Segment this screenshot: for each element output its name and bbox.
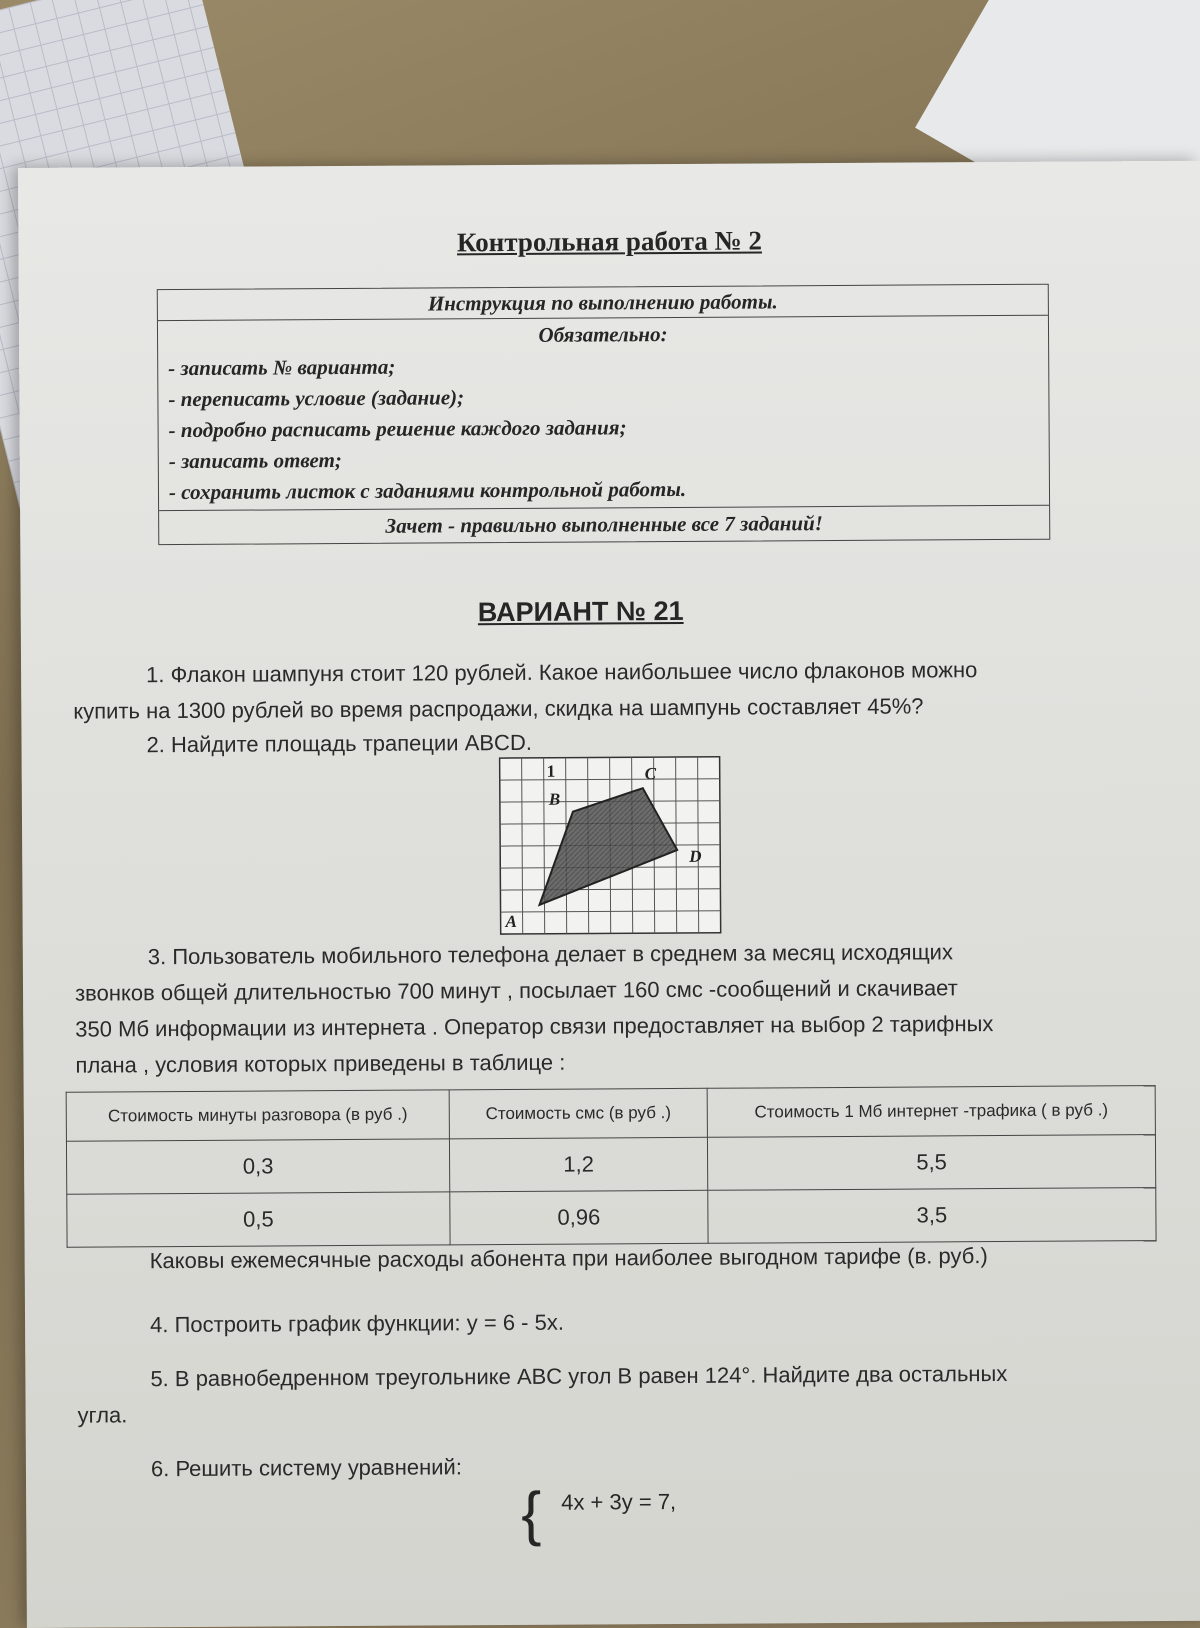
system-brace: { bbox=[521, 1479, 542, 1547]
task-3-line-4: плана , условия которых приведены в таблице : bbox=[75, 1049, 566, 1078]
table-row bbox=[67, 1188, 1156, 1248]
instructions-footer: Зачет - правильно выполненные все 7 заданий! bbox=[385, 511, 823, 538]
task-3-line-3: 350 Мб информации из интернета . Оператор связи предоставляет на выбор 2 тарифных bbox=[75, 1011, 994, 1042]
task-2: 2. Найдите площадь трапеции ABCD. bbox=[146, 729, 532, 758]
equation-1: 4x + 3y = 7, bbox=[561, 1489, 677, 1515]
instructions-box bbox=[157, 284, 1051, 545]
worksheet-page bbox=[18, 161, 1200, 1628]
label-B: B bbox=[548, 789, 561, 809]
variant-heading: ВАРИАНТ № 21 bbox=[477, 595, 684, 628]
instruction-item: - переписать условие (задание); bbox=[168, 385, 465, 412]
task-5-line-1: 5. В равнобедренном треугольнике ABC угол B равен 124°. Найдите два остальных bbox=[150, 1360, 1008, 1392]
instruction-item: - подробно расписать решение каждого задания; bbox=[168, 415, 627, 443]
table-cell: 5,5 bbox=[707, 1135, 1155, 1191]
table-cell: 0,96 bbox=[450, 1190, 708, 1245]
task-4: 4. Построить график функции: y = 6 - 5x. bbox=[149, 1309, 564, 1338]
instructions-subheader: Обязательно: bbox=[538, 322, 668, 347]
instructions-header: Инструкция по выполнению работы. bbox=[158, 285, 1048, 321]
table-cell: 0,3 bbox=[66, 1139, 449, 1194]
task-3-question: Каковы ежемесячные расходы абонента при наиболее выгодном тарифе (в. руб.) bbox=[149, 1243, 988, 1274]
instruction-item: - записать № варианта; bbox=[168, 354, 396, 381]
table-cell: 1,2 bbox=[449, 1137, 707, 1192]
table-header-cell: Стоимость 1 Мб интернет -трафика ( в руб .) bbox=[707, 1086, 1155, 1138]
task-1-line-1: 1. Флакон шампуня стоит 120 рублей. Какое наибольшее число флаконов можно bbox=[146, 657, 978, 688]
label-A: A bbox=[505, 911, 518, 932]
table-header-cell: Стоимость смс (в руб .) bbox=[449, 1088, 707, 1139]
task-5-line-2: угла. bbox=[77, 1402, 128, 1428]
table-header-cell: Стоимость минуты разговора (в руб .) bbox=[66, 1090, 449, 1141]
table-row bbox=[66, 1135, 1155, 1195]
table-header-row bbox=[66, 1086, 1155, 1142]
task-6: 6. Решить систему уравнений: bbox=[150, 1454, 462, 1482]
task-3-line-1: 3. Пользователь мобильного телефона делает в среднем за месяц исходящих bbox=[147, 939, 953, 970]
instruction-item: - записать ответ; bbox=[168, 448, 342, 474]
page-title: Контрольная работа № 2 bbox=[456, 225, 763, 258]
tariff-table bbox=[66, 1085, 1157, 1248]
instruction-item: - сохранить листок с заданиями контрольной работы. bbox=[168, 476, 687, 505]
instructions-body bbox=[158, 316, 1049, 511]
task-3-line-2: звонков общей длительностью 700 минут , посылает 160 смс -сообщений и скачивает bbox=[74, 975, 958, 1006]
label-D: D bbox=[689, 846, 702, 866]
task-1-line-2: купить на 1300 рублей во время распродажи, скидка на шампунь составляет 45%? bbox=[73, 693, 924, 724]
trapezoid-figure bbox=[499, 756, 722, 935]
table-cell: 0,5 bbox=[67, 1192, 450, 1247]
label-1: 1 bbox=[546, 761, 556, 781]
label-C: C bbox=[644, 764, 657, 784]
table-cell: 3,5 bbox=[708, 1188, 1156, 1244]
